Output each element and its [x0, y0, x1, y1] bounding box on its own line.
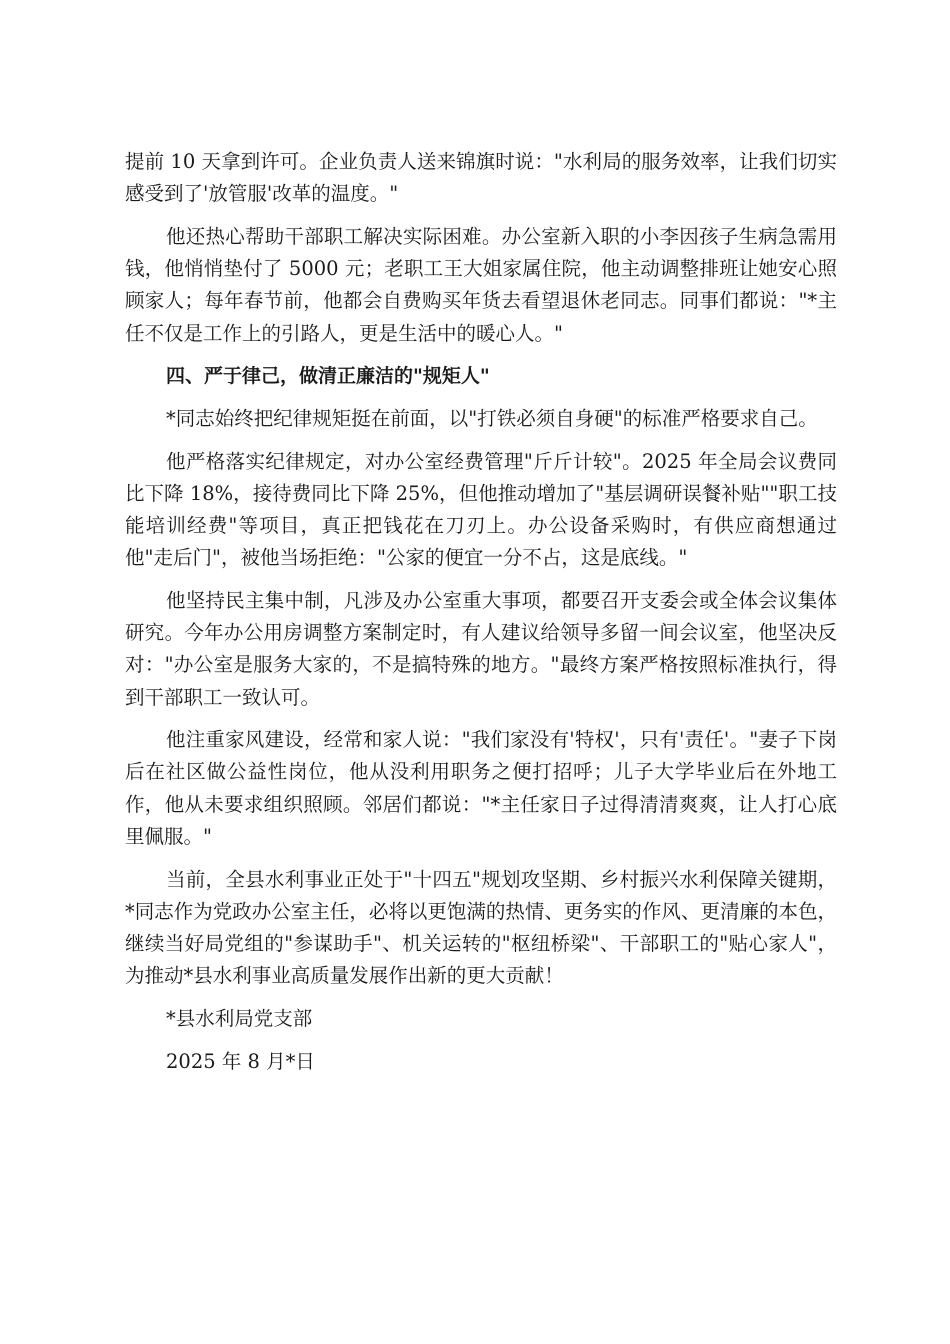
signature-organization: *县水利局党支部: [166, 1006, 313, 1030]
section-heading-four: 四、严于律己，做清正廉洁的"规矩人": [166, 365, 490, 388]
paragraph-democratic-centralism: 他坚持民主集中制，凡涉及办公室重大事项，都要召开支委会或全体会议集体研究。今年办公用房调整方案制定时，有人建议给领导多留一间会议室，他坚决反对："办公室是服务大家的，不是搞特殊的地方。"最终方案严格按照标准执行，得到干部职工一致认可。: [125, 588, 837, 709]
paragraph-discipline-intro: *同志始终把纪律规矩挺在前面，以"打铁必须自身硬"的标准严格要求自己。: [166, 406, 818, 430]
signature-date: 2025 年 8 月*日: [166, 1049, 315, 1073]
paragraph-continued: 提前 10 天拿到许可。企业负责人送来锦旗时说："水利局的服务效率，让我们切实感受到了'放管服'改革的温度。": [125, 150, 837, 206]
document-page: [125, 146, 837, 1088]
paragraph-funds-management: 他严格落实纪律规定，对办公室经费管理"斤斤计较"。2025 年全局会议费同比下降 18%，接待费同比下降 25%，但他推动增加了"基层调研误餐补贴""职工技能培训经费"等项目，真正把钱花在刀刃上。办公设备采购时，有供应商想通过他"走后门"，被他当场拒绝："公家的便宜一分不占，这是底线。": [125, 449, 837, 570]
paragraph-family-values: 他注重家风建设，经常和家人说："我们家没有'特权'，只有'责任'。"妻子下岗后在社区做公益性岗位，他从没利用职务之便打招呼；儿子大学毕业后在外地工作，他从未要求组织照顾。邻居们都说："*主任家日子过得清清爽爽，让人打心底里佩服。": [125, 728, 837, 848]
paragraph-helping-staff: 他还热心帮助干部职工解决实际困难。办公室新入职的小李因孩子生病急需用钱，他悄悄垫付了 5000 元；老职工王大姐家属住院，他主动调整排班让她安心照顾家人；每年春节前，他都会自费购买年货去看望退休老同志。同事们都说："*主任不仅是工作上的引路人，更是生活中的暖心人。": [125, 224, 837, 345]
paragraph-conclusion: 当前，全县水利事业正处于"十四五"规划攻坚期、乡村振兴水利保障关键期，*同志作为党政办公室主任，必将以更饱满的热情、更务实的作风、更清廉的本色，继续当好局党组的"参谋助手"、机关运转的"枢纽桥梁"、干部职工的"贴心家人"，为推动*县水利事业高质量发展作出新的更大贡献！: [125, 867, 837, 988]
